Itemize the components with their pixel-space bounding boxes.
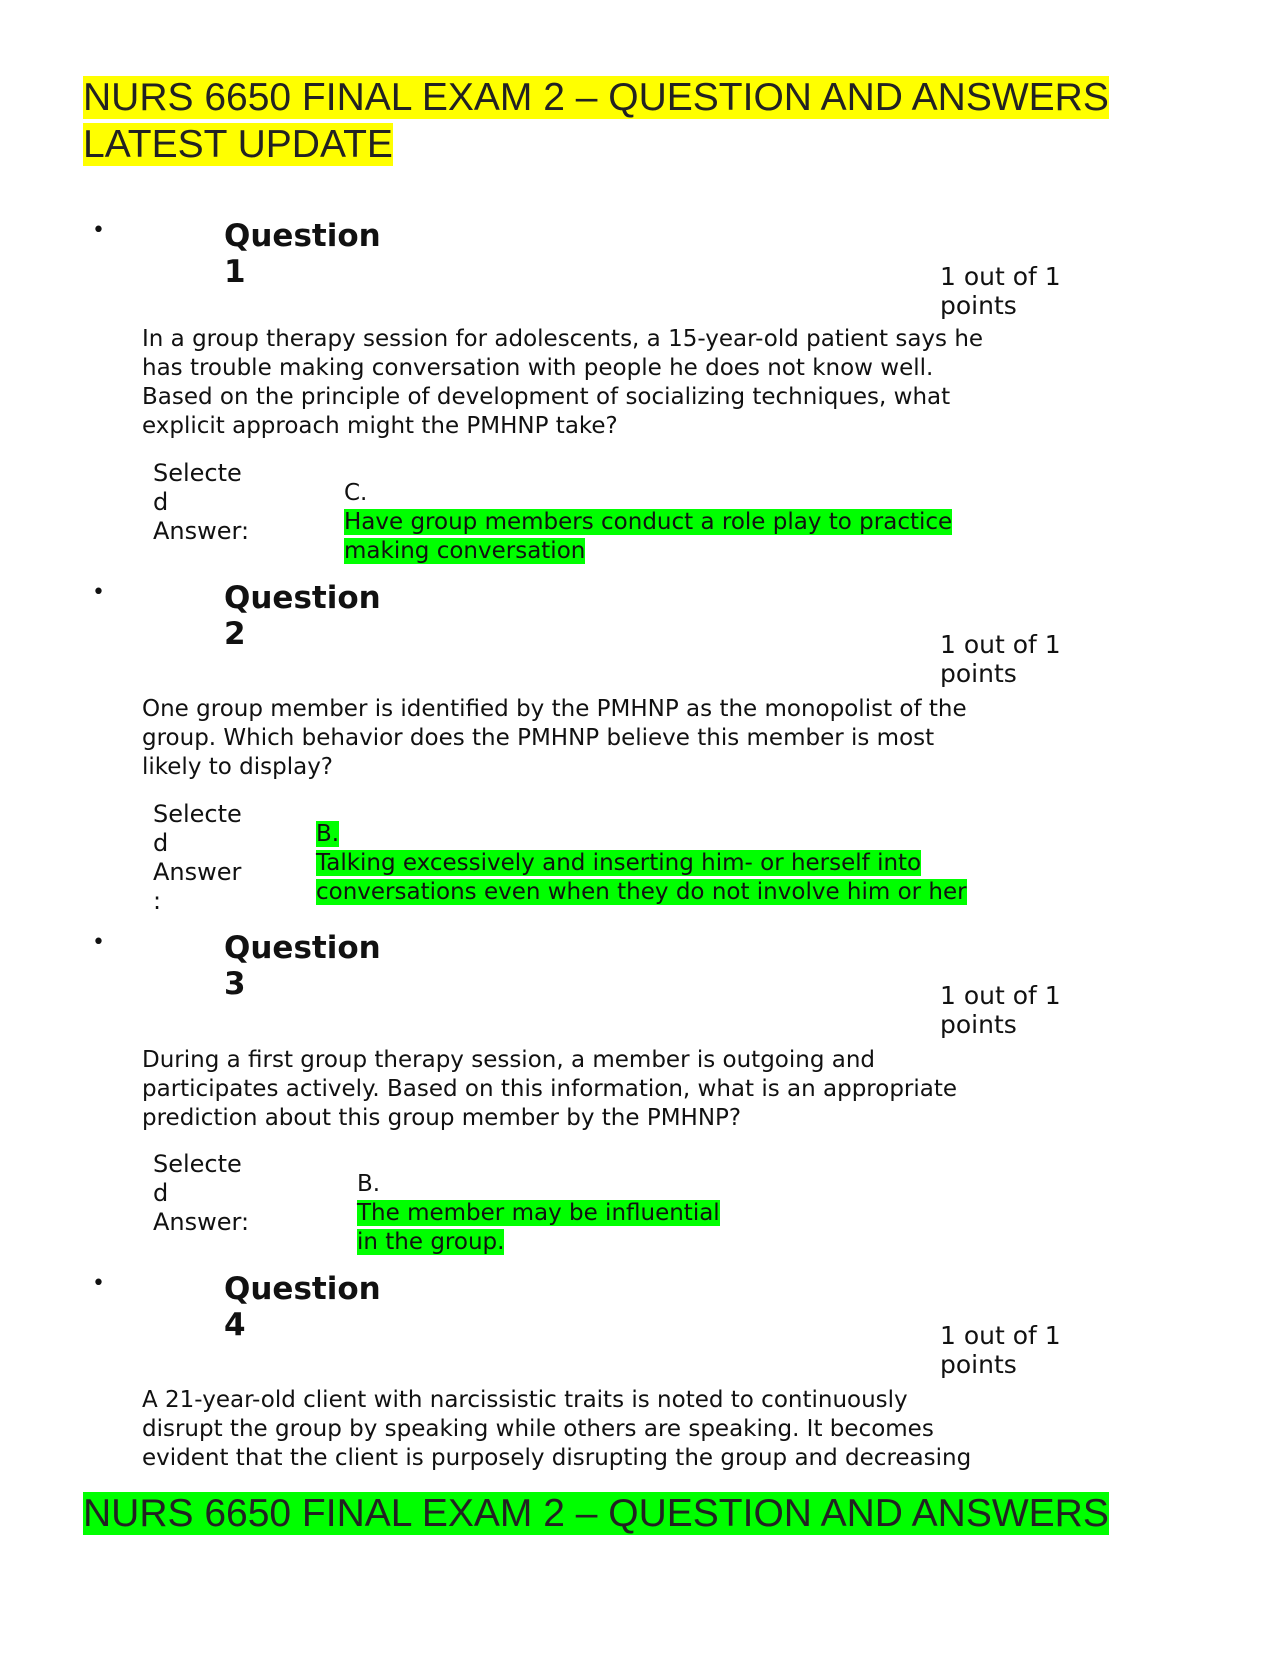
document-title	[83, 74, 1109, 168]
selected-answer-label	[153, 800, 268, 916]
question-text	[142, 1046, 1082, 1133]
selected-answer	[357, 1170, 720, 1257]
bullet-icon: •	[92, 580, 105, 605]
selected-answer-label	[153, 1150, 268, 1237]
answer-letter: C.	[344, 480, 368, 506]
label-line: Answer	[153, 858, 242, 886]
question-text-line: evident that the client is purposely disrupting the group and decreasing	[142, 1445, 972, 1471]
title-line-1: NURS 6650 FINAL EXAM 2 – QUESTION AND ANSWERS	[83, 76, 1109, 119]
points-line-1: 1 out of 1	[940, 1321, 1061, 1350]
answer-text-line: conversations even when they do not involve him or her	[316, 879, 967, 905]
question-label: Question	[224, 930, 381, 966]
label-line: d	[153, 829, 169, 857]
question-text-line: explicit approach might the PMHNP take?	[142, 413, 618, 439]
points-score	[940, 630, 1110, 688]
question-label: Question	[224, 1271, 381, 1307]
question-text-line: Based on the principle of development of socializing techniques, what	[142, 384, 951, 410]
question-number: 3	[224, 966, 246, 1002]
question-title	[224, 580, 424, 652]
question-label: Question	[224, 580, 381, 616]
label-line: Selecte	[153, 459, 242, 487]
answer-text-line: making conversation	[344, 538, 586, 564]
bullet-icon: •	[92, 1271, 105, 1296]
points-line-2: points	[940, 1010, 1017, 1039]
points-score	[940, 1321, 1110, 1379]
selected-answer	[344, 479, 952, 566]
answer-text-line: The member may be influential	[357, 1200, 720, 1226]
question-text-line: has trouble making conversation with people he does not know well.	[142, 355, 934, 381]
question-number: 1	[224, 254, 246, 290]
answer-text-line: Talking excessively and inserting him- or herself into	[316, 850, 922, 876]
question-text	[142, 325, 1082, 441]
points-score	[940, 262, 1110, 320]
selected-answer	[316, 820, 967, 907]
label-line: d	[153, 1179, 169, 1207]
selected-answer-label	[153, 459, 268, 546]
label-line: :	[153, 887, 162, 915]
question-label: Question	[224, 218, 381, 254]
question-title	[224, 930, 424, 1002]
question-text-line: likely to display?	[142, 754, 334, 780]
question-text-line: One group member is identified by the PMHNP as the monopolist of the	[142, 696, 967, 722]
bullet-icon: •	[92, 218, 105, 243]
points-line-1: 1 out of 1	[940, 630, 1061, 659]
points-line-1: 1 out of 1	[940, 981, 1061, 1010]
points-line-1: 1 out of 1	[940, 262, 1061, 291]
bullet-icon: •	[92, 930, 105, 955]
answer-text-line: in the group.	[357, 1229, 505, 1255]
label-line: d	[153, 488, 169, 516]
question-text-line: In a group therapy session for adolescents, a 15-year-old patient says he	[142, 326, 984, 352]
question-number: 4	[224, 1307, 246, 1343]
question-text-line: participates actively. Based on this information, what is an appropriate	[142, 1076, 958, 1102]
points-line-2: points	[940, 659, 1017, 688]
question-text-line: A 21-year-old client with narcissistic traits is noted to continuously	[142, 1387, 908, 1413]
points-line-2: points	[940, 1350, 1017, 1379]
points-score	[940, 981, 1110, 1039]
answer-letter: B.	[357, 1171, 381, 1197]
question-title	[224, 218, 424, 290]
label-line: Answer:	[153, 1208, 250, 1236]
question-text	[142, 1386, 1082, 1473]
answer-text-line: Have group members conduct a role play to practice	[344, 509, 953, 535]
footer-title: NURS 6650 FINAL EXAM 2 – QUESTION AND ANSWERS	[83, 1492, 1109, 1535]
question-text-line: group. Which behavior does the PMHNP believe this member is most	[142, 725, 935, 751]
page-footer-title	[83, 1490, 1109, 1537]
label-line: Selecte	[153, 1150, 242, 1178]
question-text-line: prediction about this group member by the PMHNP?	[142, 1105, 742, 1131]
question-text-line: disrupt the group by speaking while others are speaking. It becomes	[142, 1416, 934, 1442]
label-line: Selecte	[153, 800, 242, 828]
title-line-2: LATEST UPDATE	[83, 123, 393, 166]
answer-letter: B.	[316, 821, 340, 847]
question-text	[142, 695, 1082, 782]
label-line: Answer:	[153, 517, 250, 545]
question-title	[224, 1271, 424, 1343]
points-line-2: points	[940, 291, 1017, 320]
question-number: 2	[224, 616, 246, 652]
question-text-line: During a first group therapy session, a member is outgoing and	[142, 1047, 876, 1073]
